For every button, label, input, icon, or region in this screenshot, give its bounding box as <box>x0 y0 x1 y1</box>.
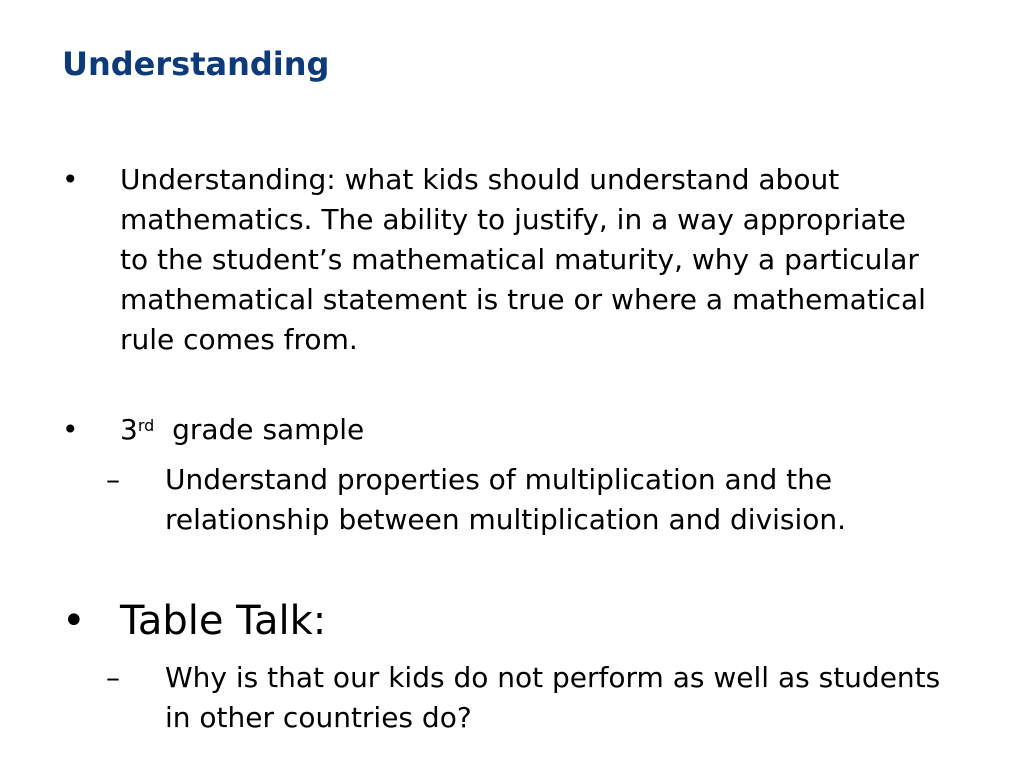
grade-sample-bullet <box>120 410 880 450</box>
bullet-marker: • <box>62 163 79 196</box>
sub-bullet-marker: – <box>106 661 120 694</box>
grade-ordinal-suffix: rd <box>137 416 155 435</box>
table-talk-question-text: Why is that our kids do not perform as well as students in other countries do? <box>165 661 941 734</box>
bullet-marker: • <box>62 413 79 446</box>
grade-sample-label: grade sample <box>172 413 365 446</box>
bullet-marker: • <box>62 598 86 644</box>
grade-number: 3 <box>120 413 138 446</box>
multiplication-sub-bullet-text: Understand properties of multiplication and the relationship between multiplication and division. <box>165 463 847 536</box>
slide-title: Understanding <box>62 45 330 83</box>
understanding-bullet-text: Understanding: what kids should understand about mathematics. The ability to justify, in a way appropriate to the student’s mathematical maturity, why a particular mathematical statement is true or where a mathematical rule comes from. <box>120 163 926 356</box>
table-talk-bullet-text: Table Talk: <box>120 598 327 644</box>
sub-bullet-marker: – <box>106 463 120 496</box>
